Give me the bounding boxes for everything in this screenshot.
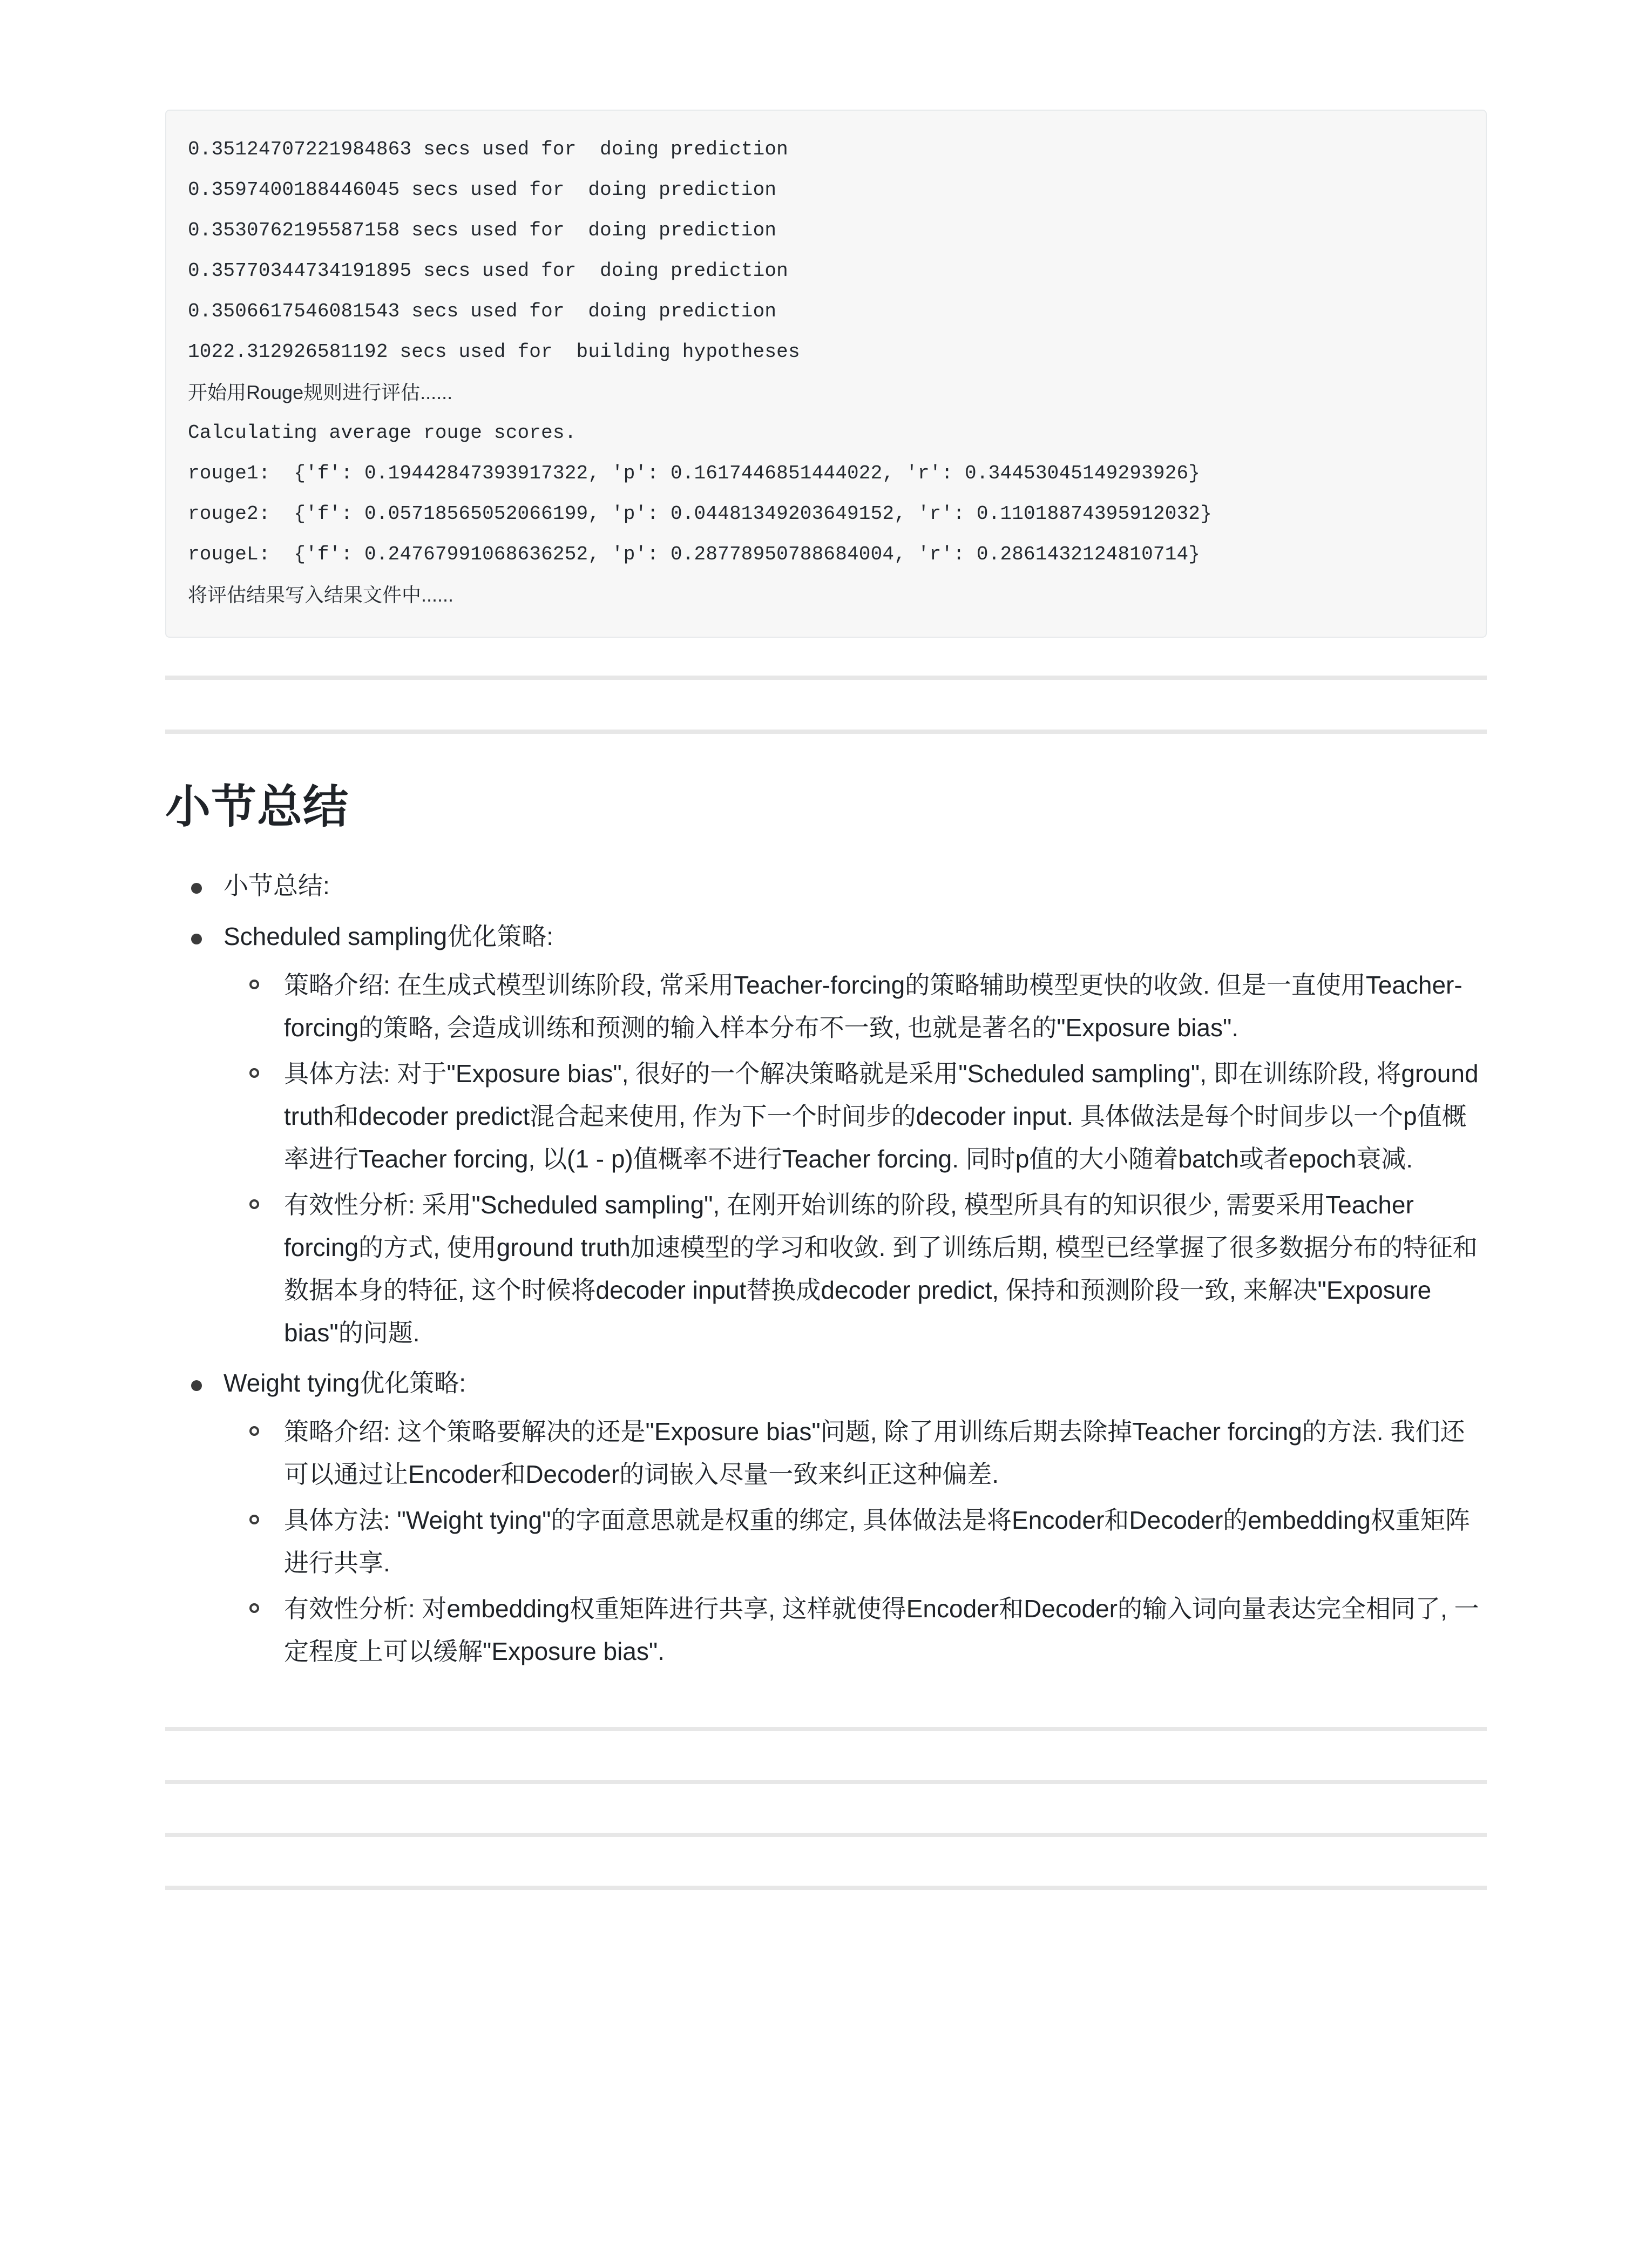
bullet-circle-icon [249,1068,259,1078]
horizontal-rule [165,676,1487,680]
page-title: 小节总结 [165,781,349,832]
list-item [165,1358,1487,1673]
horizontal-rule [165,1780,1487,1784]
bullet-disc-icon [191,934,202,944]
document-page [0,110,1652,2248]
sub-list [224,1410,1487,1673]
bullet-circle-icon [249,980,259,989]
console-line: rouge2: {'f': 0.05718565052066199, 'p': 0.04481349203649152, 'r': 0.11018874395912032} [188,503,1212,525]
horizontal-rule [165,1886,1487,1890]
list-item [224,1410,1487,1496]
list-item [224,964,1487,1049]
console-line: rougeL: {'f': 0.24767991068636252, 'p': 0.28778950788684004, 'r': 0.2861432124810714} [188,543,1201,565]
sub-list-item-label: 策略介绍: 在生成式模型训练阶段, 常采用Teacher-forcing的策略辅助模型更快的收敛. 但是一直使用Teacher-forcing的策略, 会造成训练和预测的输入样本分布不一致, 也就是著名的"Exposure bias". [284,971,1463,1042]
sub-list-item-label: 有效性分析: 对embedding权重矩阵进行共享, 这样就使得Encoder和Decoder的输入词向量表达完全相同了, 一定程度上可以缓解"Exposure bias". [284,1595,1479,1666]
bullet-circle-icon [249,1426,259,1436]
bullet-circle-icon [249,1515,259,1524]
list-item [224,1052,1487,1180]
list-item [165,860,1487,911]
console-output-block [165,110,1487,638]
sub-list-item-label: 有效性分析: 采用"Scheduled sampling", 在刚开始训练的阶段, 模型所具有的知识很少, 需要采用Teacher forcing的方式, 使用ground truth加速模型的学习和收敛. 到了训练后期, 模型已经掌握了很多数据分布的特征和数据本身的特征, 这个时候将decoder input替换成decoder predict, 保持和预测阶段一致, 来解决"Exposure bias"的问题. [284,1191,1478,1347]
console-line: rouge1: {'f': 0.19442847393917322, 'p': 0.1617446851444022, 'r': 0.34453045149293926} [188,462,1201,484]
horizontal-rule [165,1727,1487,1731]
sub-list-item-label: 具体方法: "Weight tying"的字面意思就是权重的绑定, 具体做法是将Encoder和Decoder的embedding权重矩阵进行共享. [284,1506,1470,1577]
summary-outline-list [165,860,1487,1673]
bullet-disc-icon [191,883,202,894]
console-line: 0.3597400188446045 secs used for doing prediction [188,179,777,201]
console-line: Calculating average rouge scores. [188,422,577,444]
horizontal-rule [165,730,1487,734]
sub-list [224,964,1487,1354]
footer-separators [165,1727,1487,1890]
console-line: 将评估结果写入结果文件中...... [188,584,454,606]
list-item-label: Scheduled sampling优化策略: [224,922,554,951]
bullet-circle-icon [249,1603,259,1613]
list-item-label: 小节总结: [224,872,330,900]
horizontal-rule [165,1833,1487,1837]
console-line: 0.3506617546081543 secs used for doing prediction [188,300,777,322]
sub-list-item-label: 策略介绍: 这个策略要解决的还是"Exposure bias"问题, 除了用训练后期去除掉Teacher forcing的方法. 我们还可以通过让Encoder和Decoder的词嵌入尽量一致来纠正这种偏差. [284,1417,1465,1489]
console-line: 1022.312926581192 secs used for building hypotheses [188,341,800,363]
list-item-label: Weight tying优化策略: [224,1369,466,1398]
bullet-disc-icon [191,1380,202,1391]
console-line: 0.35124707221984863 secs used for doing prediction [188,138,788,160]
sub-list-item-label: 具体方法: 对于"Exposure bias", 很好的一个解决策略就是采用"Scheduled sampling", 即在训练阶段, 将ground truth和decoder predict混合起来使用, 作为下一个时间步的decoder input. 具体做法是每个时间步以一个p值概率进行Teacher forcing, 以(1 - p)值概率不进行Teacher forcing. 同时p值的大小随着batch或者epoch衰减. [284,1059,1479,1173]
list-item [224,1588,1487,1673]
list-item [165,911,1487,1354]
console-line: 0.3530762195587158 secs used for doing prediction [188,219,777,241]
console-line: 0.35770344734191895 secs used for doing prediction [188,260,788,282]
list-item [224,1184,1487,1354]
bullet-circle-icon [249,1199,259,1209]
list-item [224,1499,1487,1584]
console-line: 开始用Rouge规则进行评估...... [188,381,453,403]
